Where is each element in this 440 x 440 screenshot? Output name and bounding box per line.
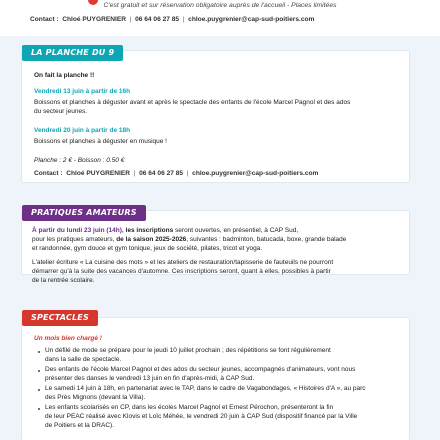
spectacles-badge: SPECTACLES: [22, 310, 98, 326]
event-1-desc: du secteur jeunes.: [34, 108, 88, 115]
contact-phone[interactable]: 06 64 06 27 85: [135, 16, 180, 23]
event-2-desc: Boissons et planches à déguster en musique !: [34, 138, 167, 145]
event-2-date: Vendredi 20 juin à partir de 18h: [34, 127, 131, 134]
amateurs-badge: PRATIQUES AMATEURS: [22, 205, 146, 221]
spectacle-item-4: de leur PEAC réalisé avec Klovis et Loïc Méhée, le vendredi 20 juin à CAP Sud (dispositif financé par la Ville: [45, 413, 358, 420]
contact-name: Chloé PUYGRENIER: [66, 170, 130, 177]
spectacle-item-3: Le samedi 14 juin à 18h, en partenariat avec le TAP, dans le cadre de Vagabondages, « Histoires d'A », au parc: [45, 385, 366, 392]
planche-badge: LA PLANCHE DU 9: [22, 45, 123, 61]
top-contact: Contact : Chloé PUYGRENIER | 06 64 06 27 85 | chloe.puygrenier@cap-sud-poitiers.com: [30, 16, 315, 23]
reservation-note: C'est gratuit et sur réservation obligatoire auprès de l'accueil - Places limitées: [103, 2, 337, 9]
spectacle-item-2: Des enfants de l'école Marcel Pagnol et des ados du secteur jeunes, accompagnés d'animateurs, vont nous: [45, 366, 356, 373]
contact-phone[interactable]: 06 64 06 27 85: [139, 170, 184, 177]
amateurs-line-2: pour les pratiques amateurs, de la saison 2025-2026, suivantes : badminton, batucada, boxe, grande balade: [32, 236, 347, 243]
event-1-date: Vendredi 13 juin à partir de 16h: [34, 88, 131, 95]
amateurs-line-1: À partir du lundi 23 juin (14h), les inscriptions seront ouvertes, en présentiel, à CAP Sud,: [32, 227, 299, 234]
amateurs-line-4: L'atelier écriture « La cuisine des mots » et les ateliers de restauration/tapisserie de fauteuils ne pourront: [32, 259, 334, 266]
spectacle-item-3: des Près Mignons (devant la Villa).: [45, 394, 146, 401]
spectacles-heading: Un mois bien chargé !: [34, 335, 102, 342]
spectacle-item-1: Un défilé de mode se prépare pour le jeudi 10 juillet prochain ; des répétitions se font régulièrement: [45, 347, 331, 354]
spectacle-item-2: présenter des danses le vendredi 13 juin en fin d'après-midi, à CAP Sud.: [45, 375, 255, 382]
planche-contact: Contact : Chloé PUYGRENIER | 06 64 06 27 85 | chloe.puygrenier@cap-sud-poitiers.com: [34, 170, 319, 177]
contact-email[interactable]: chloe.puygrenier@cap-sud-poitiers.com: [192, 170, 319, 177]
amateurs-line-3: et randonnée, gym douce et gym tonique, jeux de société, pilates, tricot et yoga.: [32, 245, 263, 252]
planche-prices: Planche : 2 € - Boisson : 0.50 €: [34, 157, 125, 164]
planche-intro: On fait la planche !!: [34, 72, 95, 79]
amateurs-line-6: de la rentrée scolaire.: [32, 277, 95, 284]
spectacle-item-1: dans la salle de spectacle.: [45, 356, 122, 363]
spectacle-item-4: de Poitiers et la DRAC).: [45, 422, 114, 429]
spectacle-item-4: Les enfants scolarisés en CP, dans les écoles Marcel Pagnol et Ernest Pérochon, présenteront la fin: [45, 404, 334, 411]
contact-name: Chloé PUYGRENIER: [62, 16, 126, 23]
amateurs-line-5: démarrer qu'à la suite des vacances d'automne. Ces inscriptions seront, quant à elles, possibles à partir: [32, 268, 331, 275]
contact-email[interactable]: chloe.puygrenier@cap-sud-poitiers.com: [188, 16, 315, 23]
event-1-desc: Boissons et planches à déguster avant et après le spectacle des enfants de l'école Marcel Pagnol et des ados: [34, 99, 351, 106]
